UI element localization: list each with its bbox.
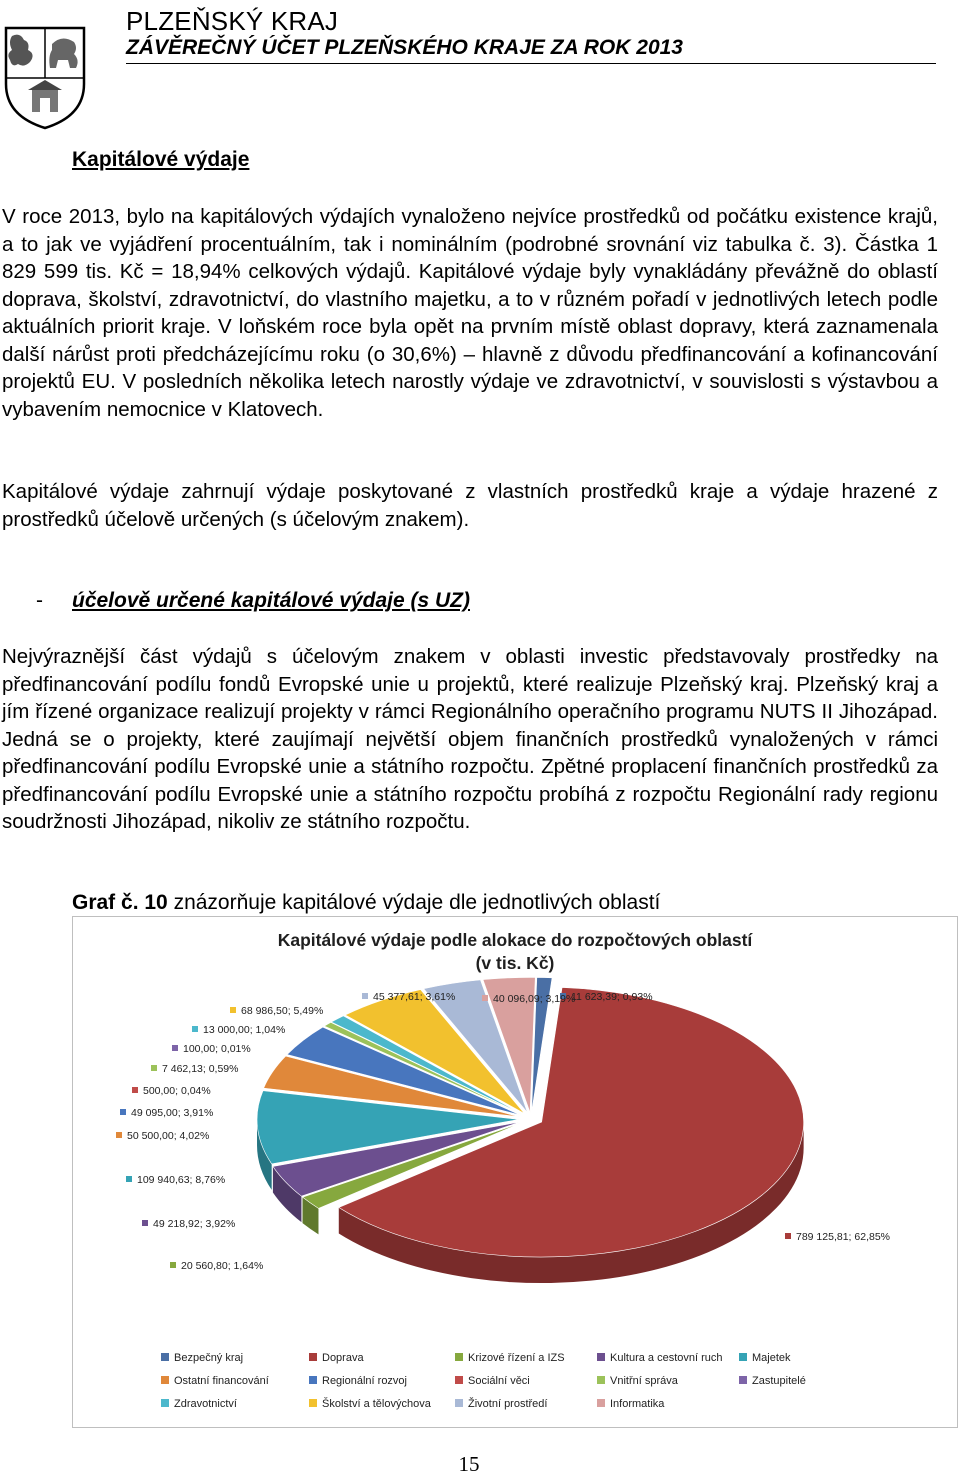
legend-swatch-14 [597, 1399, 605, 1407]
legend-label-3: Krizové řízení a IZS [468, 1352, 565, 1364]
data-label-marker-9 [151, 1065, 157, 1071]
legend-swatch-8 [455, 1376, 463, 1384]
data-label-7: 49 095,00; 3,91% [131, 1107, 214, 1119]
data-label-10: 100,00; 0,01% [183, 1043, 251, 1055]
pie-chart-container [72, 916, 958, 1428]
legend-swatch-1 [161, 1353, 169, 1361]
bullet-subheading [36, 589, 470, 613]
legend-swatch-3 [455, 1353, 463, 1361]
chart-legend [161, 1352, 806, 1410]
legend-label-6: Ostatní financování [174, 1375, 269, 1387]
data-label-marker-14 [482, 995, 488, 1001]
chart-caption-number: Graf č. 10 [72, 891, 168, 914]
data-label-marker-3 [170, 1262, 176, 1268]
bullet-subheading-text: účelově určené kapitálové výdaje (s UZ) [72, 589, 470, 612]
legend-label-9: Vnitřní správa [610, 1375, 678, 1387]
data-label-5: 109 940,63; 8,76% [137, 1174, 226, 1186]
legend-label-2: Doprava [322, 1352, 364, 1364]
data-label-marker-4 [142, 1220, 148, 1226]
header-divider [126, 63, 936, 64]
legend-label-13: Životní prostředí [468, 1398, 548, 1410]
data-label-marker-6 [116, 1132, 122, 1138]
data-label-2: 789 125,81; 62,85% [796, 1231, 890, 1243]
header-region-name: PLZEŇSKÝ KRAJ [126, 6, 339, 36]
data-label-marker-11 [192, 1026, 198, 1032]
paragraph-definition: Kapitálové výdaje zahrnují výdaje poskytované z vlastních prostředků kraje a výdaje hrazené z prostředků účelově určených (s účelovým znakem). [2, 480, 938, 531]
pie-chart [73, 917, 957, 1427]
data-label-marker-13 [362, 993, 368, 999]
bullet-dash: - [36, 589, 43, 612]
data-label-8: 500,00; 0,04% [143, 1085, 211, 1097]
legend-label-4: Kultura a cestovní ruch [610, 1352, 723, 1364]
paragraph-intro: V roce 2013, bylo na kapitálových výdajích vynaloženo nejvíce prostředků od počátku existence krajů, a to jak ve vyjádření procentuálním, tak i nominálním (podrobné srovnání viz tabulka č. 3). Částka 1 829 599 tis. Kč = 18,94% celkových výdajů. Kapitálové výdaje byly vynakládány převážně do oblastí doprava, školství, zdravotnictví, do vlastního majetku, a to v různém pořadí v jednotlivých letech podle aktuálních priorit kraje. V loňském roce byla opět na prvním místě oblast dopravy, která zaznamenala další nárůst proti předcházejícímu roku (o 30,6%) – hlavně z důvodu předfinancování a kofinancování projektů EU. V posledních několika letech narostly výdaje ve zdravotnictví, v souvislosti s výstavbou a vybavením nemocnice v Klatovech. [2, 205, 938, 421]
data-label-14: 40 096,09; 3,19% [493, 993, 576, 1005]
data-label-marker-7 [120, 1109, 126, 1115]
page-number: 15 [458, 1452, 480, 1476]
legend-swatch-4 [597, 1353, 605, 1361]
legend-label-7: Regionální rozvoj [322, 1375, 407, 1387]
data-label-1: 11 623,39; 0,93% [571, 991, 653, 1003]
legend-swatch-11 [161, 1399, 169, 1407]
legend-swatch-2 [309, 1353, 317, 1361]
chart-title: Kapitálové výdaje podle alokace do rozpočtových oblastí [277, 930, 753, 950]
chart-caption-text: znázorňuje kapitálové výdaje dle jednotlivých oblastí [167, 891, 661, 914]
header-document-title: ZÁVĚREČNÝ ÚČET PLZEŇSKÉHO KRAJE ZA ROK 2013 [126, 36, 683, 59]
legend-swatch-7 [309, 1376, 317, 1384]
legend-label-12: Školství a tělovýchova [322, 1398, 431, 1410]
coat-of-arms-logo [2, 24, 88, 130]
data-label-11: 13 000,00; 1,04% [203, 1024, 286, 1036]
chart-caption [72, 891, 660, 915]
data-label-3: 20 560,80; 1,64% [181, 1260, 264, 1272]
data-label-marker-12 [230, 1007, 236, 1013]
legend-label-10: Zastupitelé [752, 1375, 806, 1387]
legend-swatch-5 [739, 1353, 747, 1361]
legend-swatch-9 [597, 1376, 605, 1384]
paragraph-eu-funding: Nejvýraznější část výdajů s účelovým znakem v oblasti investic představovaly prostředky na předfinancování podílu fondů Evropské unie u projektů, které realizuje Plzeňský kraj. Plzeňský kraj a jím řízené organizace realizují projekty v rámci Regionálního operačního programu NUTS II Jihozápad. Jedná se o projekty, které zaujímají největší objem finančních prostředků vynaložených v rámci předfinancování podílu Evropské unie a státního rozpočtu. Zpětné proplacení finančních prostředků za předfinancování podílu Evropské unie a státního rozpočtu probíhá z rozpočtu Regionální rady regionu soudržnosti Jihozápad, nikoliv ze státního rozpočtu. [2, 645, 938, 833]
data-label-12: 68 986,50; 5,49% [241, 1005, 324, 1017]
legend-swatch-12 [309, 1399, 317, 1407]
legend-label-8: Sociální věci [468, 1375, 530, 1387]
legend-swatch-6 [161, 1376, 169, 1384]
legend-swatch-10 [739, 1376, 747, 1384]
data-label-marker-10 [172, 1045, 178, 1051]
legend-label-14: Informatika [610, 1398, 665, 1410]
data-label-6: 50 500,00; 4,02% [127, 1130, 210, 1142]
legend-swatch-13 [455, 1399, 463, 1407]
data-label-marker-5 [126, 1176, 132, 1182]
section-heading: Kapitálové výdaje [72, 148, 250, 171]
pie-slices [257, 977, 804, 1283]
data-label-9: 7 462,13; 0,59% [162, 1063, 239, 1075]
chart-subtitle: (v tis. Kč) [475, 953, 555, 973]
legend-label-1: Bezpečný kraj [174, 1352, 244, 1364]
legend-label-11: Zdravotnictví [174, 1398, 237, 1410]
data-label-4: 49 218,92; 3,92% [153, 1218, 236, 1230]
data-label-13: 45 377,61; 3,61% [373, 991, 456, 1003]
data-label-marker-2 [785, 1233, 791, 1239]
legend-label-5: Majetek [752, 1352, 791, 1364]
data-label-marker-8 [132, 1087, 138, 1093]
